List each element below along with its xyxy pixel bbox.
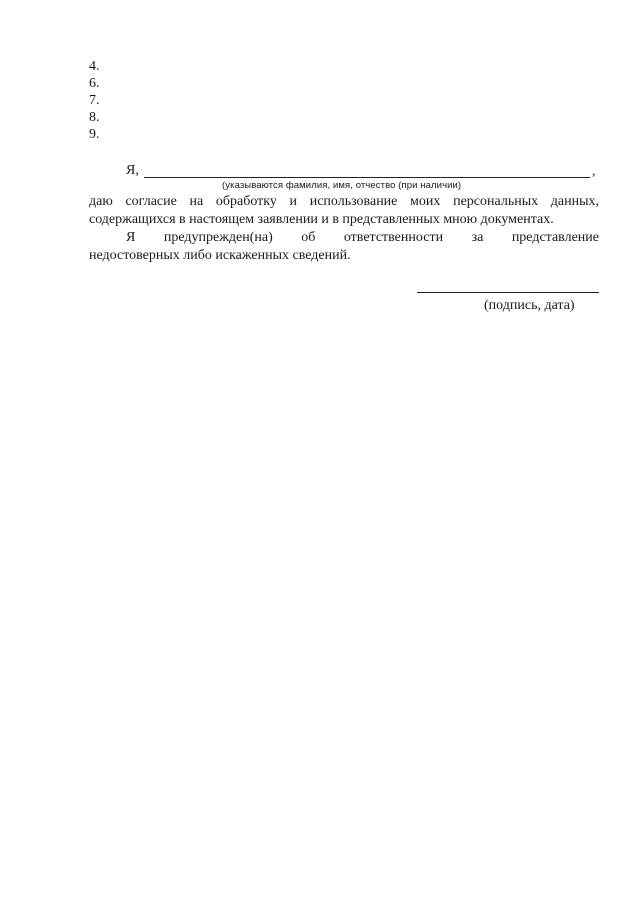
consent-text-line: даю согласие на обработку и использование моих персональных данных,	[89, 194, 599, 209]
consent-paragraph	[89, 193, 599, 229]
warning-word: предупрежден(на)	[163, 230, 273, 245]
warning-word: за	[471, 230, 484, 245]
name-field-caption: (указываются фамилия, имя, отчество (при наличии)	[222, 180, 462, 191]
warning-word: ответственности	[343, 230, 444, 245]
warning-text-line	[89, 229, 599, 247]
signature-block	[417, 292, 599, 313]
numbered-list	[89, 58, 100, 143]
consent-prefix: Я,	[126, 163, 139, 178]
list-item: 8.	[89, 110, 100, 125]
signature-caption: (подпись, дата)	[484, 298, 575, 313]
consent-text-line: содержащихся в настоящем заявлении и в представленных мною документах.	[89, 212, 554, 227]
name-blank-field	[144, 177, 590, 178]
warning-word: Я	[126, 230, 136, 245]
warning-text-line: недостоверных либо искаженных сведений.	[89, 248, 351, 263]
warning-word: представление	[511, 230, 599, 245]
warning-paragraph	[89, 229, 599, 265]
list-item: 4.	[89, 59, 100, 74]
list-item: 9.	[89, 127, 100, 142]
consent-suffix: ,	[592, 164, 596, 179]
signature-blank-field	[417, 292, 599, 293]
list-item: 7.	[89, 93, 100, 108]
warning-word: об	[301, 230, 316, 245]
list-item: 6.	[89, 76, 100, 91]
